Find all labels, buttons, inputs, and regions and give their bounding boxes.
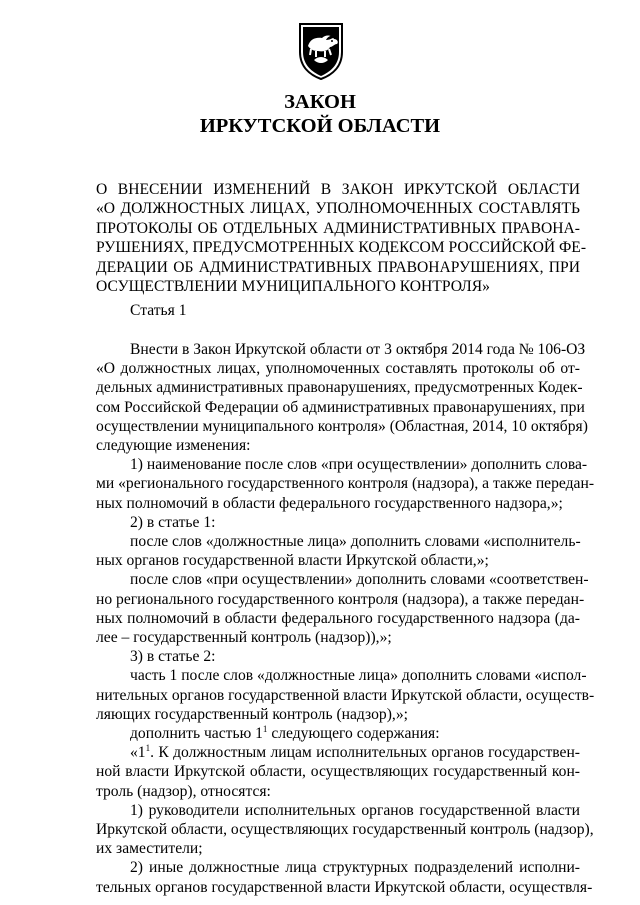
body-line [96, 436, 580, 455]
body-text: 2) иные должностные лица структурных подразделений исполни- [130, 859, 580, 877]
body-text: . К должностным лицам исполнительных органов государствен- [150, 744, 580, 762]
body-line [96, 570, 589, 589]
body-text: ляющих государственный контроль (надзор),»; [96, 705, 408, 723]
law-body [96, 340, 595, 897]
body-line [96, 801, 580, 820]
article-heading: Статья 1 [130, 302, 187, 319]
body-text: осуществлении муниципального контроля» (Областная, 2014, 10 октября) [96, 417, 588, 435]
body-text: их заместители; [96, 840, 203, 858]
body-line [96, 398, 585, 417]
body-text: «1 [130, 744, 146, 762]
body-line [96, 340, 586, 359]
body-text: нительных органов государственной власти Иркутской области, осуществ- [96, 686, 595, 704]
subject-line: О ВНЕСЕНИИ ИЗМЕНЕНИЙ В ЗАКОН ИРКУТСКОЙ ОБЛАСТИ [96, 181, 580, 198]
body-line [96, 762, 580, 781]
law-title: ЗАКОН [284, 91, 356, 113]
body-line [96, 532, 580, 551]
body-text: 1) руководители исполнительных органов государственной власти [130, 801, 580, 819]
body-text: 1) наименование после слов «при осуществлении» дополнить слова- [130, 456, 588, 474]
body-line [96, 820, 594, 839]
body-text: следующие изменения: [96, 437, 251, 455]
body-text: ных полномочий в области федерального государственного надзора (да- [96, 609, 580, 627]
body-text: 3) в статье 2: [130, 648, 216, 666]
subject-line: ДЕРАЦИИ ОБ АДМИНИСТРАТИВНЫХ ПРАВОНАРУШЕНИЯХ, ПРИ [96, 258, 580, 276]
body-line [96, 628, 580, 647]
body-text: тельных органов государственной власти Иркутской области, осуществля- [96, 878, 593, 896]
superscript: 1 [262, 724, 268, 735]
body-line [96, 609, 580, 628]
law-subject [96, 180, 587, 296]
body-text: «О должностных лицах, уполномоченных составлять протоколы об от- [96, 360, 580, 378]
subject-line: ПРОТОКОЛЫ ОБ ОТДЕЛЬНЫХ АДМИНИСТРАТИВНЫХ ПРАВОНА- [96, 219, 580, 237]
body-text: 2) в статье 1: [130, 513, 216, 531]
body-line [96, 359, 580, 378]
coat-of-arms-icon [296, 22, 346, 80]
body-line [96, 686, 595, 705]
subject-line: ОСУЩЕСТВЛЕНИИ МУНИЦИПАЛЬНОГО КОНТРОЛЯ» [96, 278, 490, 296]
subject-line: «О ДОЛЖНОСТНЫХ ЛИЦАХ, УПОЛНОМОЧЕННЫХ СОСТАВЛЯТЬ [96, 200, 580, 218]
body-line [96, 494, 580, 513]
body-text: но регионального государственного контроля (надзора), а также передан- [96, 590, 585, 608]
body-line [96, 878, 593, 897]
body-line [96, 743, 580, 762]
body-line [96, 474, 595, 493]
body-text: ми «регионального государственного контроля (надзора), а также передан- [96, 475, 595, 493]
body-line [96, 590, 585, 609]
body-line [96, 378, 583, 397]
body-text: дельных административных правонарушениях, предусмотренных Кодек- [96, 379, 583, 397]
body-line [96, 513, 580, 532]
body-line [96, 455, 588, 474]
body-line [96, 551, 580, 570]
body-text: сом Российской Федерации об административных правонарушениях, при [96, 398, 585, 416]
law-region-title: ИРКУТСКОЙ ОБЛАСТИ [199, 115, 441, 137]
body-text: после слов «должностные лица» дополнить словами «исполнитель- [130, 533, 581, 551]
body-text: лее – государственный контроль (надзор)),»; [96, 629, 392, 647]
body-text: ных органов государственной власти Иркутской области,»; [96, 552, 489, 570]
body-line [96, 782, 580, 801]
body-text: часть 1 после слов «должностные лица» дополнить словами «испол- [130, 667, 587, 685]
body-line [96, 724, 580, 743]
body-line [96, 839, 580, 858]
body-text: после слов «при осуществлении» дополнить словами «соответствен- [130, 571, 589, 589]
body-text: Внести в Закон Иркутской области от 3 октября 2014 года № 106-ОЗ [130, 341, 586, 358]
body-text: следующего содержания: [267, 725, 440, 743]
body-line [96, 705, 580, 724]
body-text: Иркутской области, осуществляющих государственный контроль (надзор), [96, 821, 594, 839]
superscript: 1 [145, 743, 151, 754]
body-line [96, 417, 588, 436]
body-line [96, 647, 580, 666]
subject-line: РУШЕНИЯХ, ПРЕДУСМОТРЕННЫХ КОДЕКСОМ РОССИЙСКОЙ ФЕ- [96, 239, 587, 257]
body-text: дополнить частью 1 [130, 725, 263, 743]
body-text: ных полномочий в области федерального государственного надзора,»; [96, 494, 563, 512]
body-text: ной власти Иркутской области, осуществляющих государственный кон- [96, 763, 580, 781]
body-line [96, 666, 587, 685]
body-line [96, 858, 580, 877]
body-text: троль (надзор), относятся: [96, 782, 271, 800]
